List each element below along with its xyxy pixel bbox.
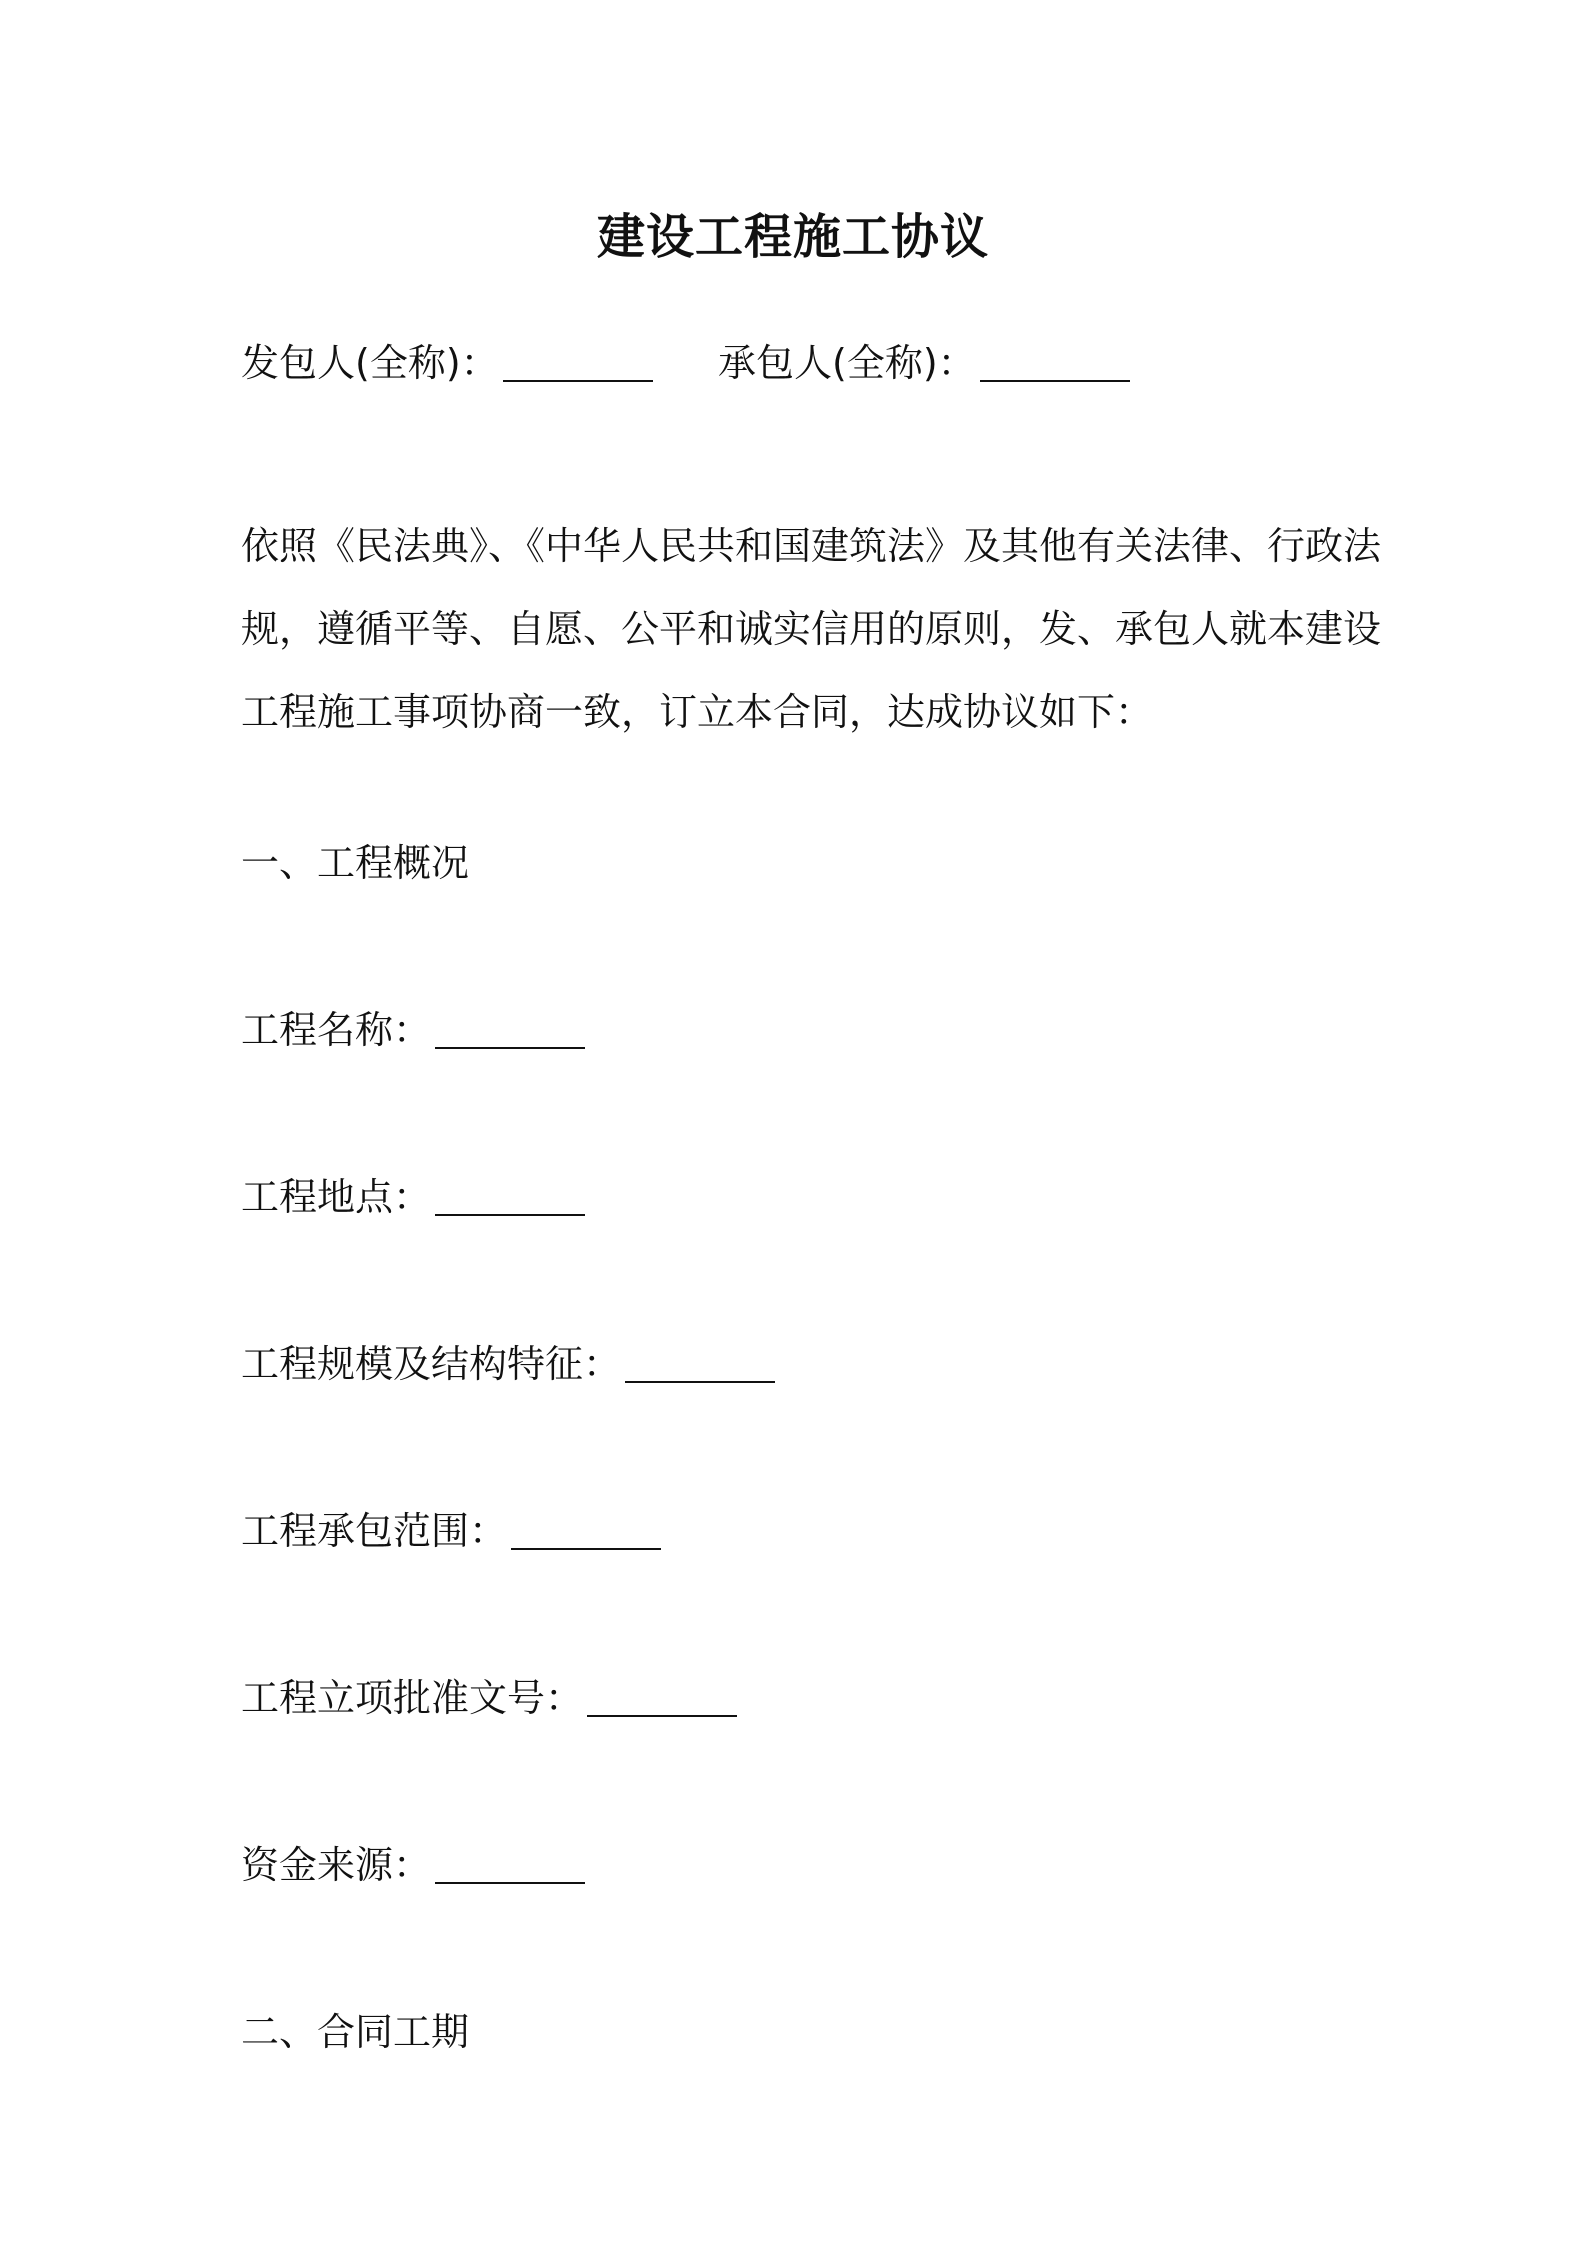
field-label: 工程名称：: [241, 1008, 432, 1052]
field-contract-scope: [241, 1506, 661, 1556]
intro-line: 工程施工事项协商一致，订立本合同，达成协议如下：: [241, 690, 1154, 734]
contractor-line: [718, 338, 1130, 388]
field-blank: [435, 1844, 585, 1884]
field-blank: [625, 1343, 775, 1383]
section-heading-2: 二、合同工期: [241, 2010, 470, 2054]
field-label: 工程承包范围：: [241, 1509, 508, 1553]
field-project-name: [241, 1005, 585, 1055]
field-blank: [435, 1009, 585, 1049]
section-heading-1: 一、工程概况: [241, 841, 470, 885]
field-blank: [587, 1677, 737, 1717]
intro-line: 依照《民法典》、《中华人民共和国建筑法》及其他有关法律、行政法: [241, 524, 1382, 568]
intro-paragraph: [241, 505, 1382, 754]
contractor-label: 承包人(全称)：: [718, 341, 976, 385]
employer-blank: [503, 342, 653, 382]
field-label: 工程立项批准文号：: [241, 1676, 584, 1720]
field-label: 工程地点：: [241, 1175, 432, 1219]
employer-label: 发包人(全称)：: [241, 341, 499, 385]
field-blank: [511, 1510, 661, 1550]
field-project-scale: [241, 1339, 775, 1389]
contractor-blank: [980, 342, 1130, 382]
field-project-location: [241, 1172, 585, 1222]
intro-line: 规，遵循平等、自愿、公平和诚实信用的原则，发、承包人就本建设: [241, 607, 1382, 651]
field-label: 工程规模及结构特征：: [241, 1342, 622, 1386]
document-title: 建设工程施工协议: [596, 209, 989, 265]
field-funding-source: [241, 1840, 585, 1890]
employer-line: [241, 338, 653, 388]
field-label: 资金来源：: [241, 1843, 432, 1887]
field-approval-number: [241, 1673, 737, 1723]
field-blank: [435, 1176, 585, 1216]
